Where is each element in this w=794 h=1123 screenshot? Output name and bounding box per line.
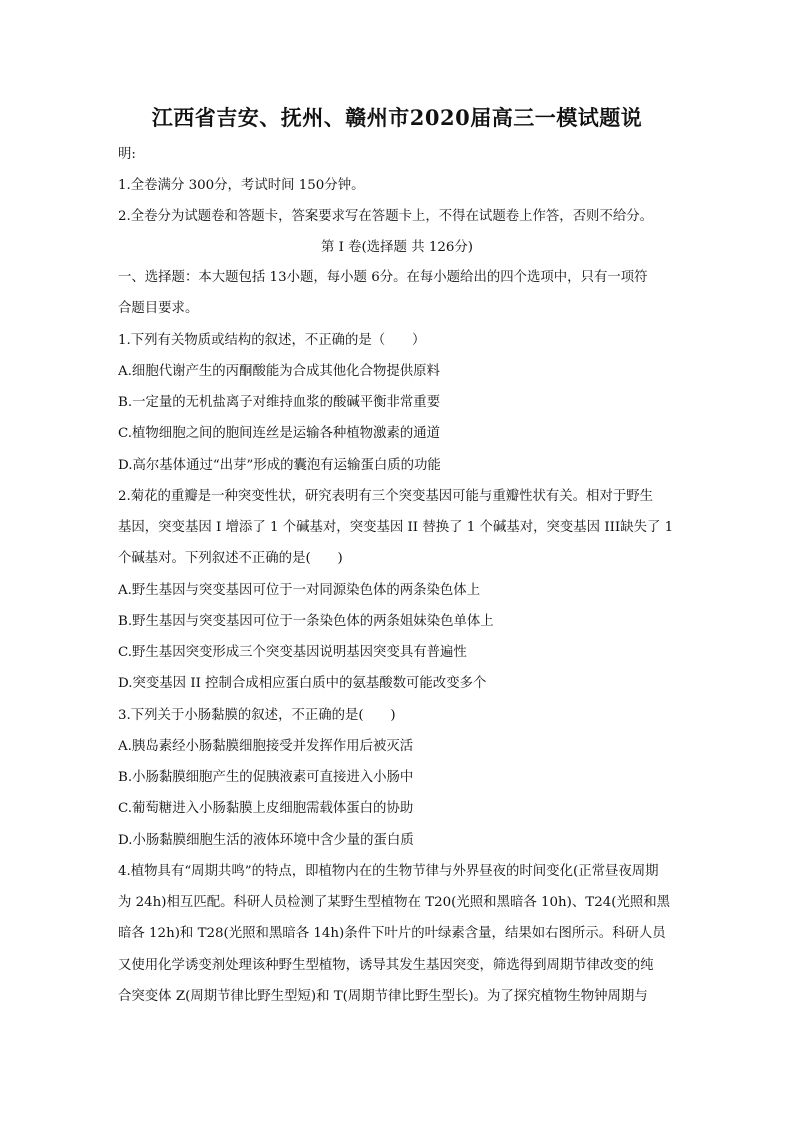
question-3-option-c: C.葡萄糖进入小肠黏膜上皮细胞需载体蛋白的协助 xyxy=(118,801,414,816)
question-4-stem: 4.植物具有“周期共鸣”的特点，即植物内在的生物节律与外界昼夜的时间变化(正常昼夜周期 xyxy=(118,864,659,879)
question-3-stem: 3.下列关于小肠黏膜的叙述，不正确的是( ) xyxy=(118,708,396,723)
question-4-stem: 又使用化学诱变剂处理该种野生型植物，诱导其发生基因突变，筛选得到周期节律改变的纯 xyxy=(118,958,654,973)
question-3-option-a: A.胰岛素经小肠黏膜细胞接受并发挥作用后被灭活 xyxy=(118,739,414,754)
question-2-option-a: A.野生基因与突变基因可位于一对同源染色体的两条染色体上 xyxy=(118,583,481,598)
question-4-stem: 为 24h)相互匹配。科研人员检测了某野生型植物在 T20(光照和黑暗各 10h)、T24(光照和黑 xyxy=(118,895,671,910)
text-line: 1.全卷满分 300分，考试时间 150分钟。 xyxy=(118,178,365,193)
question-1-option-d: D.高尔基体通过“出芽”形成的囊泡有运输蛋白质的功能 xyxy=(118,458,441,473)
text-line: 2.全卷分为试题卷和答题卡，答案要求写在答题卡上，不得在试题卷上作答，否则不给分。 xyxy=(118,209,654,224)
section-heading: 第 I 卷(选择题 共 126分) xyxy=(320,240,474,255)
question-4-stem: 暗各 12h)和 T28(光照和黑暗各 14h)条件下叶片的叶绿素含量，结果如右图所示。科研人员 xyxy=(118,926,666,941)
question-1-option-b: B.一定量的无机盐离子对维持血浆的酸碱平衡非常重要 xyxy=(118,395,441,410)
question-3-option-b: B.小肠黏膜细胞产生的促胰液素可直接进入小肠中 xyxy=(118,770,414,785)
question-3-option-d: D.小肠黏膜细胞生活的液体环境中含少量的蛋白质 xyxy=(118,833,414,848)
question-1-option-c: C.植物细胞之间的胞间连丝是运输各种植物激素的通道 xyxy=(118,426,441,441)
question-2-stem: 个碱基对。下列叙述不正确的是( ) xyxy=(118,551,343,566)
question-1-stem: 1.下列有关物质或结构的叙述，不正确的是（ ） xyxy=(118,333,426,348)
text-line: 一、选择题：本大题包括 13小题，每小题 6分。在每小题给出的四个选项中，只有一项符 xyxy=(118,270,648,285)
question-4-stem: 合突变体 Z(周期节律比野生型短)和 T(周期节律比野生型长)。为了探究植物生物钟周期与 xyxy=(118,989,648,1004)
question-1-option-a: A.细胞代谢产生的丙酮酸能为合成其他化合物提供原料 xyxy=(118,364,440,379)
text-line: 合题目要求。 xyxy=(118,301,199,316)
document-title: 江西省吉安、抚州、赣州市2020届高三一模试题说 xyxy=(151,105,643,130)
question-2-stem: 基因，突变基因 I 增添了 1 个碱基对，突变基因 II 替换了 1 个碱基对，突变基因 III缺失了 1 xyxy=(118,520,674,535)
question-2-option-c: C.野生基因突变形成三个突变基因说明基因突变具有普遍性 xyxy=(118,645,467,660)
question-2-option-d: D.突变基因 II 控制合成相应蛋白质中的氨基酸数可能改变多个 xyxy=(118,676,487,691)
question-2-option-b: B.野生基因与突变基因可位于一条染色体的两条姐妹染色单体上 xyxy=(118,614,494,629)
question-2-stem: 2.菊花的重瓣是一种突变性状，研究表明有三个突变基因可能与重瓣性状有关。相对于野生 xyxy=(118,489,654,504)
text-line: 明: xyxy=(118,147,136,162)
